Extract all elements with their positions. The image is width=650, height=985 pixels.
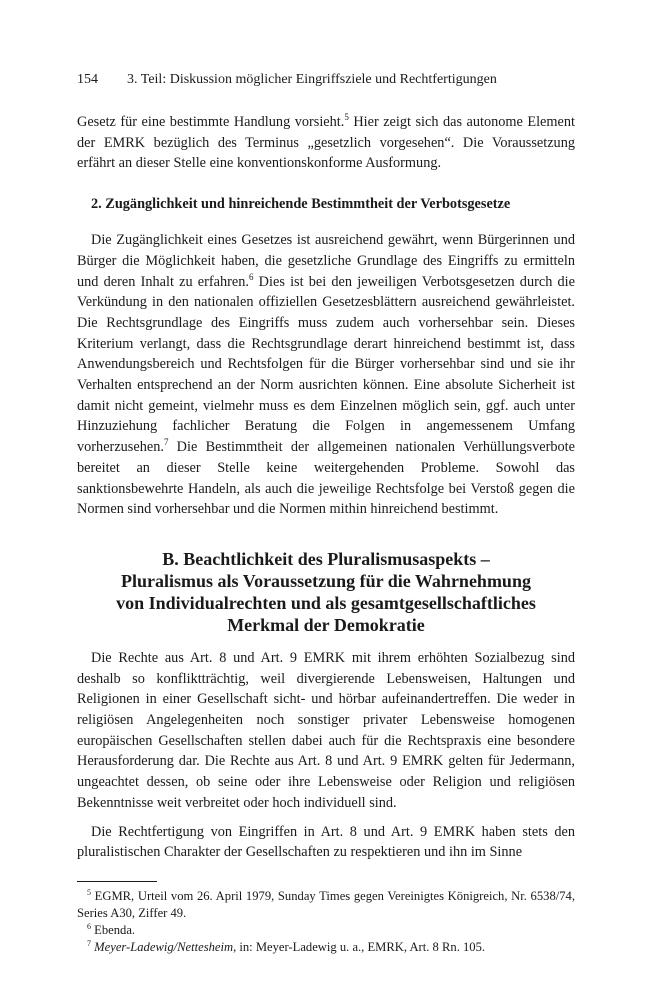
footnote-6: $^6$ Ebenda. <box>87 921 136 937</box>
footnote-7: $^7$ Meyer-Ladewig/Nettesheim, in: Meyer-Ladewig u. a., EMRK, Art. 8 Rn. 105. <box>87 938 486 954</box>
paragraph-continuation: Gesetz für eine bestimmte Handlung vorsieht.$^5$ Hier zeigt sich das autonome Element der EMRK bezüglich des Terminus „gesetzlich vorgesehen“. Die Voraussetzung erfährt an dieser Stelle eine konventionskonforme Ausformung. <box>77 112 575 172</box>
footnote-ref-7[interactable]: 7 <box>163 437 169 448</box>
section-heading-line: Pluralismus als Voraussetzung für die Wahrnehmung <box>121 570 531 591</box>
footnote-ref-5[interactable]: 5 <box>344 112 349 122</box>
document-page <box>77 70 575 956</box>
section-heading <box>77 548 575 636</box>
footnote-ref-6[interactable]: 6 <box>248 271 254 282</box>
running-head <box>77 70 575 90</box>
footnote-5: $^5$ EGMR, Urteil vom 26. April 1979, Sunday Times gegen Vereinigtes Königreich, Nr. 6538/74, Series A30, Ziffer 49. <box>77 887 575 920</box>
footnote-divider <box>77 881 157 882</box>
section-heading-line: Merkmal der Demokratie <box>227 614 425 635</box>
subsection-heading: 2. Zugänglichkeit und hinreichende Bestimmtheit der Verbotsgesetze <box>91 196 511 213</box>
section-heading-line: B. Beachtlichkeit des Pluralismusaspekts – <box>162 548 490 569</box>
running-head-title: 3. Teil: Diskussion möglicher Eingriffsziele und Rechtfertigungen <box>127 72 497 87</box>
paragraph-pluralism: Die Rechte aus Art. 8 und Art. 9 EMRK mit ihrem erhöhten Sozialbezug sind deshalb so konfliktträchtig, weil divergierende Lebensweisen, Haltungen und Religionen in einer Gesellschaft sicht- und hörbar aufeinandertreffen. Die weder in religiösen Angelegenheiten noch sonstiger privater Lebensweise homogenen europäischen Gesellschaften stellen dabei auch für die Rechtspraxis eine besondere Herausforderung dar. Die Rechte aus Art. 8 und Art. 9 EMRK gelten für Jedermann, ungeachtet dessen, ob seine oder ihre Lebensweise oder Religion und religiösen Bekenntnisse weit verbreitet oder hoch individuell sind. <box>77 649 575 811</box>
section-heading-line: von Individualrechten und als gesamtgesellschaftliches <box>116 592 536 613</box>
page-number: 154 <box>77 72 98 87</box>
paragraph-accessibility: Die Zugänglichkeit eines Gesetzes ist ausreichend gewährt, wenn Bürgerinnen und Bürger die Möglichkeit haben, die gesetzliche Grundlage des Eingriffs zu ermitteln und deren Inhalt zu erfahren.$^6$ Dies ist bei den jeweiligen Verbotsgesetzen durch die Verkündung in den nationalen offiziellen Gesetzesblättern ausreichend gewährleistet. Die Rechtsgrundlage des Eingriffs muss zudem auch vorhersehbar sein. Dieses Kriterium verlangt, dass die Rechtsgrundlage derart hinreichend bestimmt ist, dass Anwendungsbereich und Rechtsfolgen für die Bürger vorhersehbar sind und sie ihr Verhalten entsprechend an der Norm ausrichten können. Eine absolute Sicherheit ist damit nicht gemeint, vielmehr muss es dem Einzelnen möglich sein, ggf. auch unter Hinzuziehung fachlicher Beratung die Folgen in angemessenem Umfang vorherzusehen.$^7$ Die Bestimmtheit der allgemeinen nationalen Verhüllungsverbote bereitet an dieser Stelle keine weitergehenden Probleme. Sowohl das sanktionsbewehrte Handeln, als auch die jeweilige Rechtsfolge bei Verstoß gegen die Normen sind vorhersehbar und die Normen mithin hinreichend bestimmt. <box>77 232 575 518</box>
paragraph-justification: Die Rechtfertigung von Eingriffen in Art. 8 und Art. 9 EMRK haben stets den pluralistischen Charakter der Gesellschaften zu respektieren und ihn im Sinne <box>77 823 575 861</box>
